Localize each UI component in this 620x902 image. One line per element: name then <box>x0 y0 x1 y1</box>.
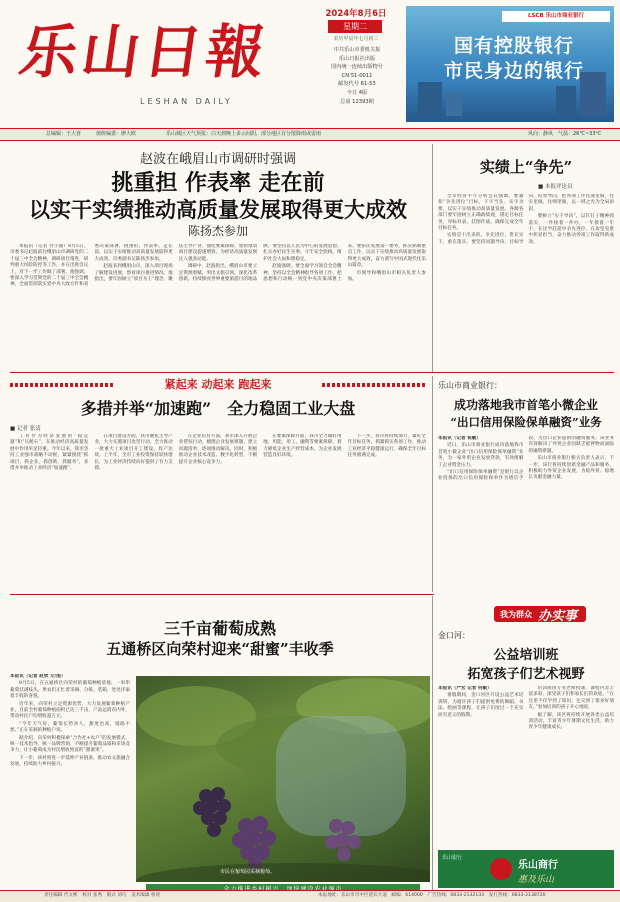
paragraph: 本报讯（记者 付小渝）8月5日，市委书记赵波前往峨眉山市调研党的二十届三中全会精神，调研项目推进，研判重大风险防控等工作，并在出席会议上，对下一步工作做了部署。他强调，要深入学习贯彻党的二十届三中全会精神，全面贯彻落实党中央大政方针和省委决策部署，挑重担、作表率、走在前，以实干实绩推动高质量发展取得更大成效。市委副书记陈扬杰参加。 <box>10 244 173 288</box>
paragraph: 近年来，向荣村立足资源优势，大力发展葡萄种植产业，目前全村葡萄种植面积已达三千亩，产品远销省内外，带动村民户均增收超万元。 <box>10 701 130 720</box>
edition-lunar: 农历甲辰年七月初三 <box>333 36 379 42</box>
campaign-banner <box>438 604 614 624</box>
paragraph: 暑假期间，金口河区开设公益艺术培训班，为辖区孩子们提供免费的舞蹈、书法、绘画等课程，让孩子们度过一个充实而有意义的假期。 <box>438 693 524 718</box>
grape-title1: 三千亩葡萄成熟 <box>163 619 276 638</box>
bottom-ad-small: 乐山银行 <box>442 855 463 861</box>
grape-photo-caption: 市民在葡萄园采摘葡萄。 <box>220 869 276 875</box>
paragraph: “出口信用保险保单融资”是银行以企业投保的出口信用保险保单作为增信手段，为出口企业提供的融资服务。该业务有效解决了外贸企业因缺乏抵押物而面临的融资难题。 <box>438 436 614 482</box>
paragraph: 实绩是干出来的。争先进位，贵在实干，重在落实。要坚持问题导向、目标导向、结果导向，把各项工作往深里做、往实里做、往细里做，以一域之光为全局添彩。 <box>438 194 614 245</box>
edition-date: 2024年8月6日 <box>325 9 387 19</box>
industry-byline: ■ 记者 张清 <box>10 426 41 432</box>
info-editor: 总编辑：王大喜 <box>46 131 82 137</box>
paragraph: 下一步，我市将持续加力，紧盯全年目标任务，抓紧抓实各项工作，推动工业经济平稳健康运行，确保全年目标任务圆满完成。 <box>347 434 426 459</box>
commentary-title: 实绩上“争先” <box>479 158 573 176</box>
bottom-ad-brand: 乐山商行 <box>518 860 558 871</box>
paragraph: 工业作为经济发展的“稳定器”和“压舱石”，在推动经济高质量发展中作用举足轻重。今年以来，我市坚持工业强市战略不动摇，紧紧围绕“抓项目、抓企业、抓创新、抓服务”，多措并举推动工业经济“加速跑”。 <box>10 434 89 472</box>
info-duty: 值班编委：廖大欧 <box>96 131 137 137</box>
lead-story <box>10 144 426 372</box>
industry-story <box>10 376 426 592</box>
publisher-line: CN 51-0011 <box>341 72 373 79</box>
masthead-pinyin: LESHAN DAILY <box>140 97 233 106</box>
grape-story <box>10 598 430 890</box>
paragraph: 调研中，赵波指出，峨眉山市要立足资源禀赋，突出文旅引领，深化改革创新，持续擦亮世界重要旅游目的地品牌。要坚持以人民为中心的发展思想，扎实办好民生实事，守牢安全底线，维护社会大局和谐稳定。 <box>178 244 342 283</box>
edition-weekday: 星期二 <box>328 20 382 33</box>
lead-title1: 挑重担 作表率 走在前 <box>111 170 325 196</box>
paragraph: 8月5日，在五通桥区向荣村的葡萄种植基地，一串串葡萄挂满枝头，果农们正忙着采摘、分拣、装箱，处处洋溢着丰收的喜悦。 <box>10 681 130 700</box>
bank-story-title2: “出口信用保险保单融资”业务 <box>450 415 602 429</box>
paragraph: 据介绍，向荣村积极探索“合作社+农户”的发展模式，统一技术指导、统一品牌营销，不断提升葡萄品质和市场竞争力，让小葡萄成为村民增收致富的“甜蜜果”。 <box>10 735 130 754</box>
byline: 本报讯（记者 赵欣 文/图） <box>10 674 66 679</box>
publisher-line: 中共乐山市委机关报 <box>333 47 381 53</box>
commentary <box>438 150 614 372</box>
training-story <box>438 630 614 846</box>
lead-kicker: 赵波在峨眉山市调研时强调 <box>139 152 296 167</box>
bottom-ad-emblem <box>490 858 512 880</box>
lead-body <box>10 244 426 368</box>
training-title1: 公益培训班 <box>493 648 559 663</box>
paragraph: 近日，乐山市商业银行成功落地我市首笔小微企业“出口信用保险保单融资”业务，为一家外贸企业发放贷款，有效缓解了企业资金压力。 <box>438 443 524 468</box>
publisher-info <box>320 46 394 106</box>
bank-ad-line2: 市民身边的银行 <box>443 60 584 82</box>
bottom-ad-slogan: 惠及乐山 <box>518 875 555 885</box>
lead-sub: 陈扬杰参加 <box>187 224 248 238</box>
industry-title: 多措并举“加速跑” 全力稳固工业大盘 <box>80 399 356 418</box>
footer-left: 责任编辑 代文彬 校对 张秀 版式 刘巧 美术编辑 鲁瑶 <box>44 893 161 898</box>
campaign-lead: 我为群众 <box>500 610 532 619</box>
bank-story-kicker: 乐山市商业银行： <box>438 381 502 390</box>
paragraph: 培训班由专业老师授课，课程内容丰富多彩，深受孩子们和家长们的欢迎。“在这里不仅学到了知识，还交到了很多好朋友。”参加培训的孩子开心地说。 <box>528 686 614 711</box>
paragraph: “今年天气好，葡萄长势喜人，甜度也高，销路不愁。”正在采摘的种植户说。 <box>10 721 130 734</box>
publisher-line: 邮发代号 61-53 <box>338 81 376 88</box>
lead-title2: 以实干实绩推动高质量发展取得更大成效 <box>29 197 407 222</box>
byline: 本报讯（记者 祝敏） <box>438 436 481 441</box>
publisher-line: 国内统一连续出版物号 <box>331 64 383 71</box>
paragraph: 市领导和峨眉山市相关负责人参加。 <box>347 270 426 283</box>
paragraph: 在要素保障方面，我市全力做好用地、用能、用工、融资等要素保障，着力降低企业生产经营成本，为企业发展营造良好环境。 <box>263 434 342 459</box>
publisher-line: 今日 4版 <box>346 89 368 96</box>
bank-story-body <box>438 436 614 588</box>
grape-title2: 五通桥区向荣村迎来“甜蜜”丰收季 <box>106 640 334 658</box>
bank-story-title1: 成功落地我市首笔小微企业 <box>453 398 598 412</box>
byline: 本报讯（严宏 记者 何敏） <box>438 686 492 691</box>
footer <box>0 890 620 902</box>
industry-body <box>10 434 426 588</box>
footer-right: 本报地址：乐山市市中区迎宾大道 邮编：614000 广告热线：0833-2132133 发行热线：0833-2138720 <box>318 893 546 898</box>
masthead <box>0 0 620 128</box>
bank-story <box>438 380 614 590</box>
paragraph: 要树立“实干导向”，以钉钉子精神抓落实，一件接着一件办，一年接着一年干，在比学赶超中争先进位，在攻坚克难中彰显担当，奋力推动各项工作取得新成效。 <box>528 214 614 245</box>
paragraph: 据了解，该区将持续开展各类公益培训活动，丰富青少年暑期文化生活，助力青少年健康成长。 <box>528 712 614 731</box>
masthead-logo: 乐山日報 <box>15 18 273 86</box>
bank-ad <box>406 6 614 122</box>
paragraph: 乐山市商业银行相关负责人表示，下一步，该行将持续创新金融产品和服务，积极助力外贸企业发展，为稳外贸、稳增长贡献金融力量。 <box>528 456 614 481</box>
paragraph: 在企业培育方面，我市深入开展企业帮扶行动，梳理企业发展难题，建立问题清单，逐项推动解决。同时，积极推动企业技术改造、数字化转型，不断提升企业核心竞争力。 <box>178 434 258 465</box>
bank-ad-line1: 国有控股银行 <box>453 35 574 57</box>
publisher-line: 总第 12393期 <box>340 98 374 105</box>
publisher-line: 乐山日报社出版 <box>338 55 376 62</box>
paragraph: 全市经济半年分析会议强调，要紧扣“争先进位”目标，干字当头、实字为要，以实干实绩推动高质量发展。各级各部门要牢固树立正确政绩观，锚定目标任务，对标对表、挂图作战，确保完成全年目标任务。 <box>438 194 524 232</box>
paragraph: 赵波来到峨眉山市，深入项目现场了解建设进展，察看项目推进情况。他指出，要牢固树立“项目为王”理念，聚焦主导产业，强化要素保障，加快推动项目建设提速增效，为经济高质量发展注入强劲动能。 <box>94 244 258 283</box>
info-weather: 乐山城区天气预报：白天到晚上多云间阴，部分地区有分散降雨或雷雨 <box>166 131 322 137</box>
info-temp: 气温：26℃~33℃ <box>558 131 602 137</box>
grape-body <box>10 674 130 884</box>
campaign-script: 办实事 <box>538 609 578 624</box>
paragraph: 在项目建设方面，我市聚焦主导产业，大力实施项目攻坚行动，全力推动一批重大工业项目开工建设、投产达效。上半年，全市工业投资保持较快增长，为工业经济持续向好提供了有力支撑。 <box>94 434 173 472</box>
paragraph: 下一步，该村将进一步延伸产业链条，推动农文旅融合发展，持续助力乡村振兴。 <box>10 755 130 768</box>
paragraph: 赵波强调，要全面学习领会全会精神，坚持以全会精神指导各项工作，把思想和行动统一到党中央决策部署上来。要扭住发展第一要务，抓实抓细重点工作，以实干实绩推动高质量发展取得更大成效，奋力谱写中国式现代化乐山篇章。 <box>263 244 426 283</box>
info-wind: 风向：静风 <box>528 131 554 137</box>
bottom-ad <box>438 850 614 888</box>
bank-ad-logo: LSCB 乐山市商业银行 <box>502 11 610 22</box>
grape-photo-illustration <box>136 676 430 882</box>
commentary-body <box>438 194 614 368</box>
info-bar <box>0 128 620 141</box>
grape-photo <box>136 676 430 882</box>
training-title2: 拓宽孩子们艺术视野 <box>467 667 585 682</box>
training-body <box>438 686 614 844</box>
commentary-byline: ■ 本报评论员 <box>538 184 573 190</box>
industry-banner: 紧起来 动起来 跑起来 <box>164 378 272 391</box>
training-kicker: 金口河： <box>438 631 470 640</box>
